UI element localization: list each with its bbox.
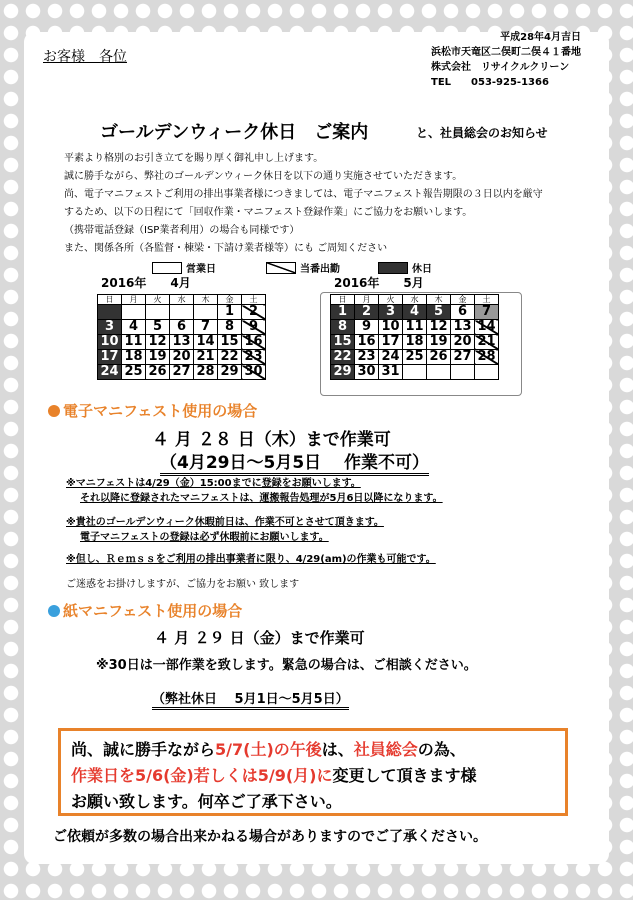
calendar-day: 14 [475,320,499,335]
calendar-day: 20 [170,350,194,365]
calendar-day: 1 [331,305,355,320]
calendar-day: 3 [98,320,122,335]
calendar-day: 17 [379,335,403,350]
calendar-month: 4月 [170,276,191,290]
intro-line: 平素より格別のお引き立てを賜り厚く御礼申し上げます。 [64,153,324,164]
calendar-may-heading [334,274,424,291]
apology-text: ご迷惑をお掛けしますが、ご協力をお願い 致します [66,579,300,590]
calendar-day: 23 [242,350,266,365]
calendar-day: 13 [451,320,475,335]
calendar-day: 15 [218,335,242,350]
paper-heading-text: 紙マニフェスト使用の場合 [63,602,243,620]
bullet-icon [48,405,60,417]
paper-deadline: ４ 月 ２９ 日（金）まで作業可 [154,629,365,647]
notice-text: 尚、誠に勝手ながら [71,740,216,759]
calendar-day: 13 [170,335,194,350]
calendar-may [330,276,499,380]
intro-line: （携帯電話登録（ISP業者利用）の場合も同様です） [64,225,300,236]
calendar-day: 23 [355,350,379,365]
legend-duty-label: 当番出勤 [300,264,340,275]
calendar-april [97,276,266,380]
calendar-day: 22 [331,350,355,365]
calendar-day: 20 [451,335,475,350]
calendar-day: 4 [122,320,146,335]
calendar-day: 17 [98,350,122,365]
calendar-april-grid [97,294,266,380]
calendar-day: 8 [218,320,242,335]
electronic-note-1b: それ以降に登録されたマニフェストは、運搬報告処理が5月6日以降になります。 [80,493,443,504]
calendar-day: 25 [122,365,146,380]
weekday-header: 金 [218,295,242,305]
calendar-day [98,305,122,320]
electronic-heading [48,400,257,421]
calendar-day: 6 [451,305,475,320]
notice-text: は、 [321,740,354,759]
calendar-day: 25 [403,350,427,365]
calendar-day: 16 [355,335,379,350]
weekday-header: 月 [122,295,146,305]
calendar-year: 2016年 [334,276,380,290]
calendar-day [451,365,475,380]
electronic-heading-text: 電子マニフェスト使用の場合 [63,402,258,420]
weekday-header: 土 [242,295,266,305]
calendar-day: 12 [146,335,170,350]
calendar-day: 21 [194,350,218,365]
weekday-header: 火 [146,295,170,305]
calendar-day [475,365,499,380]
calendar-day: 24 [98,365,122,380]
weekday-header: 土 [475,295,499,305]
calendar-day: 27 [451,350,475,365]
weekday-header: 水 [170,295,194,305]
calendar-day: 22 [218,350,242,365]
calendar-day: 26 [146,365,170,380]
calendar-day: 11 [403,320,427,335]
calendar-day: 11 [122,335,146,350]
bullet-icon [48,605,60,617]
calendar-day [427,365,451,380]
intro-line: また、関係各所（各監督・棟梁・下請け業者様等）にも ご周知ください [64,243,388,254]
sender-company: 株式会社 リサイクルクリーン [431,62,570,73]
calendar-day: 8 [331,320,355,335]
paper-note: ※30日は一部作業を致します。緊急の場合は、ご相談ください。 [96,658,477,673]
electronic-note-3: ※但し、Ｒｅｍｓｓをご利用の排出事業者に限り、4/29(am)の作業も可能です。 [66,554,436,565]
weekday-header: 日 [331,295,355,305]
calendar-day: 18 [403,335,427,350]
calendar-day: 21 [475,335,499,350]
legend-open-label: 営業日 [186,264,216,275]
calendar-day: 29 [218,365,242,380]
legend-duty-swatch [266,262,296,274]
weekday-header: 木 [427,295,451,305]
calendar-day: 19 [427,335,451,350]
calendar-day: 7 [475,305,499,320]
notice-highlight: 作業日を5/6(金)若しくは5/9(月)に [71,766,333,785]
legend-duty [266,260,340,275]
calendar-day: 5 [146,320,170,335]
footer-note: ご依頼が多数の場合出来かねる場合がありますのでご了承ください。 [53,829,487,845]
calendar-day: 3 [379,305,403,320]
calendar-day [122,305,146,320]
paper-holiday: （弊社休日 5月1日～5月5日） [152,688,349,710]
calendar-day: 2 [355,305,379,320]
notice-text: お願い致します。何卒ご了承下さい。 [71,792,342,811]
weekday-header: 金 [451,295,475,305]
legend-closed-swatch [378,262,408,274]
calendar-day: 1 [218,305,242,320]
intro-line: 誠に勝手ながら、弊社のゴールデンウィーク休日を以下の通り実施させていただきます。 [64,171,463,182]
notice-highlight: 5/7(土)の午後 [215,740,322,759]
calendar-day: 30 [242,365,266,380]
weekday-header: 月 [355,295,379,305]
calendar-day: 9 [355,320,379,335]
weekday-header: 火 [379,295,403,305]
electronic-closed-period: （4月29日～5月5日 作業不可） [160,448,429,476]
electronic-deadline: ４ 月 ２８ 日（木）まで作業可 [152,430,391,450]
intro-text [64,150,543,258]
calendar-day: 19 [146,350,170,365]
weekday-header: 水 [403,295,427,305]
calendar-day: 12 [427,320,451,335]
legend-open-swatch [152,262,182,274]
paper-heading [48,600,242,621]
calendar-may-grid [330,294,499,380]
page-title: ゴールデンウィーク休日 ご案内 [100,122,369,143]
calendar-day: 28 [475,350,499,365]
calendar-day: 30 [355,365,379,380]
calendar-day [170,305,194,320]
page-subtitle: と、社員総会のお知らせ [416,126,548,140]
calendar-day: 14 [194,335,218,350]
calendar-day: 27 [170,365,194,380]
calendar-year: 2016年 [101,276,147,290]
weekday-header: 木 [194,295,218,305]
sender-block [431,30,581,90]
notice-highlight: 社員総会 [353,740,418,759]
calendar-day: 2 [242,305,266,320]
calendar-day: 24 [379,350,403,365]
calendar-day: 9 [242,320,266,335]
intro-line: 尚、電子マニフェストご利用の排出事業者様につきましては、電子マニフェスト報告期限の３日以内を厳守 [64,189,543,200]
calendar-day: 4 [403,305,427,320]
calendar-day: 7 [194,320,218,335]
calendar-day [403,365,427,380]
calendar-day: 18 [122,350,146,365]
calendar-day: 5 [427,305,451,320]
calendar-day: 28 [194,365,218,380]
calendar-day: 15 [331,335,355,350]
recipient-salutation: お客様 各位 [43,49,127,65]
notice-text: 変更して頂きます様 [332,766,477,785]
calendar-day: 10 [98,335,122,350]
calendar-day [194,305,218,320]
calendar-day: 29 [331,365,355,380]
calendar-day: 16 [242,335,266,350]
calendar-day: 26 [427,350,451,365]
legend-open [152,260,216,275]
sender-address: 浜松市天竜区二俣町二俣４１番地 [431,47,581,58]
notice-text: の為、 [417,740,466,759]
electronic-note-2b: 電子マニフェストの登録は必ず休暇前にお願いします。 [80,532,329,543]
calendar-day [146,305,170,320]
legend-closed [378,260,432,275]
sender-tel: TEL 053-925-1366 [431,77,549,88]
calendar-day: 10 [379,320,403,335]
calendar-month: 5月 [403,276,424,290]
intro-line: するため、以下の日程にて「回収作業・マニフェスト登録作業」にご協力をお願いします。 [64,207,473,218]
legend-closed-label: 休日 [412,264,432,275]
weekday-header: 日 [98,295,122,305]
electronic-note-2a: ※貴社のゴールデンウィーク休暇前日は、作業不可とさせて頂きます。 [66,517,384,528]
calendar-day: 6 [170,320,194,335]
calendar-april-heading [101,274,191,291]
electronic-note-1a: ※マニフェストは4/29（金）15:00までに登録をお願いします。 [66,478,361,489]
issue-date: 平成28年4月吉日 [500,32,581,43]
calendar-day: 31 [379,365,403,380]
general-meeting-notice [58,728,568,816]
